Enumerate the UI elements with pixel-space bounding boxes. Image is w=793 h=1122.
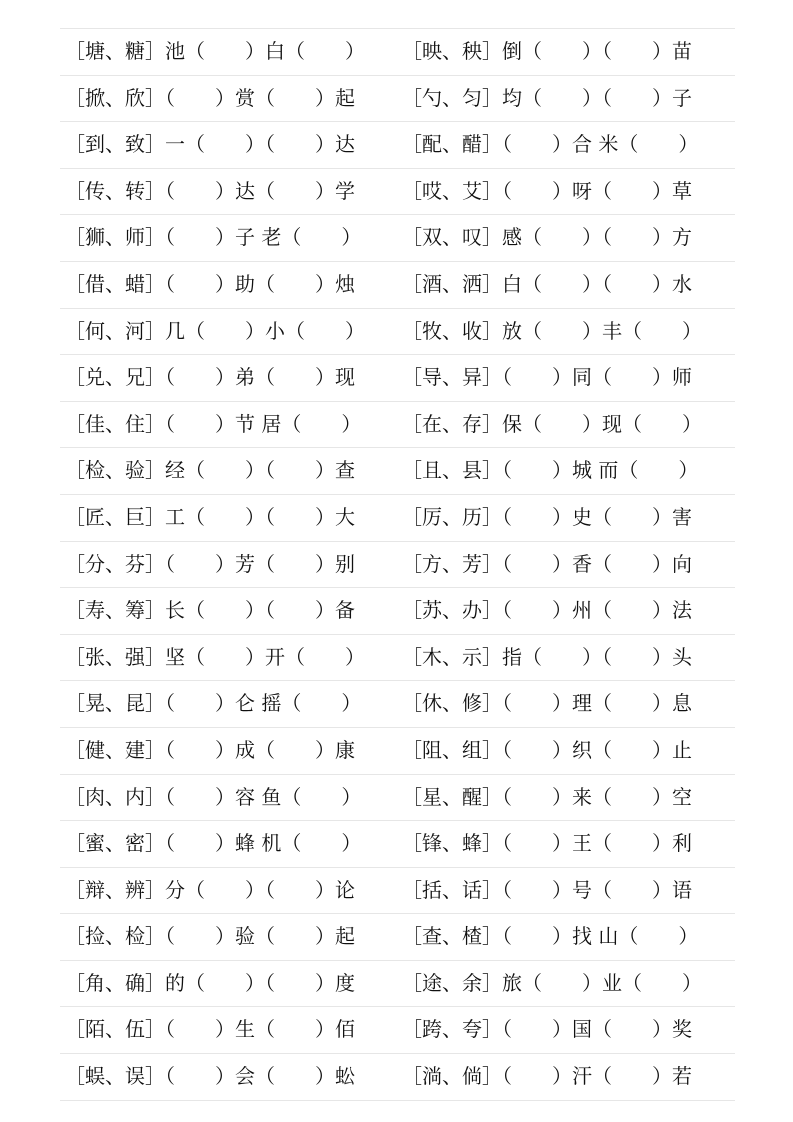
question-left: ［掀、欣］（ ）赏（ ）起 — [65, 85, 355, 110]
worksheet-row — [60, 76, 735, 123]
worksheet-row — [60, 914, 735, 961]
question-right: ［淌、倘］（ ）汗（ ）若 — [402, 1064, 692, 1089]
question-left: ［肉、内］（ ）容 鱼（ ） — [65, 784, 362, 809]
question-left: ［兑、兄］（ ）弟（ ）现 — [65, 365, 355, 390]
worksheet-row — [60, 29, 735, 76]
question-left: ［陌、伍］（ ）生（ ）佰 — [65, 1017, 355, 1042]
question-right: ［导、异］（ ）同（ ）师 — [402, 365, 692, 390]
question-right: ［锋、蜂］（ ）王（ ）利 — [402, 831, 692, 856]
question-right: ［苏、办］（ ）州（ ）法 — [402, 598, 692, 623]
question-right: ［途、余］旅（ ）业（ ） — [402, 970, 702, 995]
question-left: ［匠、巨］工（ ）（ ）大 — [65, 504, 355, 529]
question-right: ［厉、历］（ ）史（ ）害 — [402, 504, 692, 529]
worksheet-row — [60, 169, 735, 216]
question-right: ［配、醋］（ ）合 米（ ） — [402, 132, 699, 157]
worksheet-row — [60, 262, 735, 309]
question-right: ［且、县］（ ）城 而（ ） — [402, 458, 699, 483]
worksheet-row — [60, 1054, 735, 1101]
worksheet-row — [60, 635, 735, 682]
question-left: ［蜜、密］（ ）蜂 机（ ） — [65, 831, 362, 856]
worksheet-row — [60, 402, 735, 449]
question-right: ［阻、组］（ ）织（ ）止 — [402, 737, 692, 762]
worksheet-row — [60, 448, 735, 495]
worksheet-row — [60, 1007, 735, 1054]
worksheet-row — [60, 588, 735, 635]
question-right: ［跨、夸］（ ）国（ ）奖 — [402, 1017, 692, 1042]
question-left: ［捡、检］（ ）验（ ）起 — [65, 924, 355, 949]
question-left: ［到、致］一（ ）（ ）达 — [65, 132, 355, 157]
question-left: ［检、验］经（ ）（ ）查 — [65, 458, 355, 483]
question-left: ［借、蜡］（ ）助（ ）烛 — [65, 271, 355, 296]
worksheet-row — [60, 728, 735, 775]
question-right: ［休、修］（ ）理（ ）息 — [402, 691, 692, 716]
question-left: ［健、建］（ ）成（ ）康 — [65, 737, 355, 762]
worksheet-row — [60, 495, 735, 542]
question-left: ［狮、师］（ ）子 老（ ） — [65, 225, 362, 250]
word-choice-worksheet — [60, 28, 735, 1101]
worksheet-row — [60, 775, 735, 822]
question-left: ［辩、辨］分（ ）（ ）论 — [65, 877, 355, 902]
question-left: ［塘、糖］池（ ）白（ ） — [65, 39, 365, 63]
question-left: ［传、转］（ ）达（ ）学 — [65, 178, 355, 203]
question-left: ［张、强］坚（ ）开（ ） — [65, 644, 365, 669]
worksheet-row — [60, 868, 735, 915]
worksheet-row — [60, 309, 735, 356]
question-right: ［括、话］（ ）号（ ）语 — [402, 877, 692, 902]
question-right: ［木、示］指（ ）（ ）头 — [402, 644, 692, 669]
worksheet-row — [60, 681, 735, 728]
question-right: ［映、秧］倒（ ）（ ）苗 — [402, 39, 692, 63]
worksheet-row — [60, 821, 735, 868]
question-right: ［在、存］保（ ）现（ ） — [402, 411, 702, 436]
question-left: ［何、河］几（ ）小（ ） — [65, 318, 365, 343]
question-right: ［牧、收］放（ ）丰（ ） — [402, 318, 702, 343]
question-right: ［哎、艾］（ ）呀（ ）草 — [402, 178, 692, 203]
question-left: ［角、确］的（ ）（ ）度 — [65, 970, 355, 995]
question-right: ［方、芳］（ ）香（ ）向 — [402, 551, 692, 576]
worksheet-row — [60, 542, 735, 589]
question-left: ［寿、筹］长（ ）（ ）备 — [65, 598, 355, 623]
worksheet-row — [60, 355, 735, 402]
question-right: ［勺、匀］均（ ）（ ）子 — [402, 85, 692, 110]
question-right: ［酒、洒］白（ ）（ ）水 — [402, 271, 692, 296]
worksheet-row — [60, 215, 735, 262]
worksheet-row — [60, 122, 735, 169]
question-right: ［查、楂］（ ）找 山（ ） — [402, 924, 699, 949]
worksheet-row — [60, 961, 735, 1008]
question-left: ［分、芬］（ ）芳（ ）别 — [65, 551, 355, 576]
question-right: ［双、叹］感（ ）（ ）方 — [402, 225, 692, 250]
question-left: ［蜈、误］（ ）会（ ）蚣 — [65, 1064, 355, 1089]
question-right: ［星、醒］（ ）来（ ）空 — [402, 784, 692, 809]
question-left: ［佳、住］（ ）节 居（ ） — [65, 411, 362, 436]
question-left: ［晃、昆］（ ）仑 摇（ ） — [65, 691, 362, 716]
